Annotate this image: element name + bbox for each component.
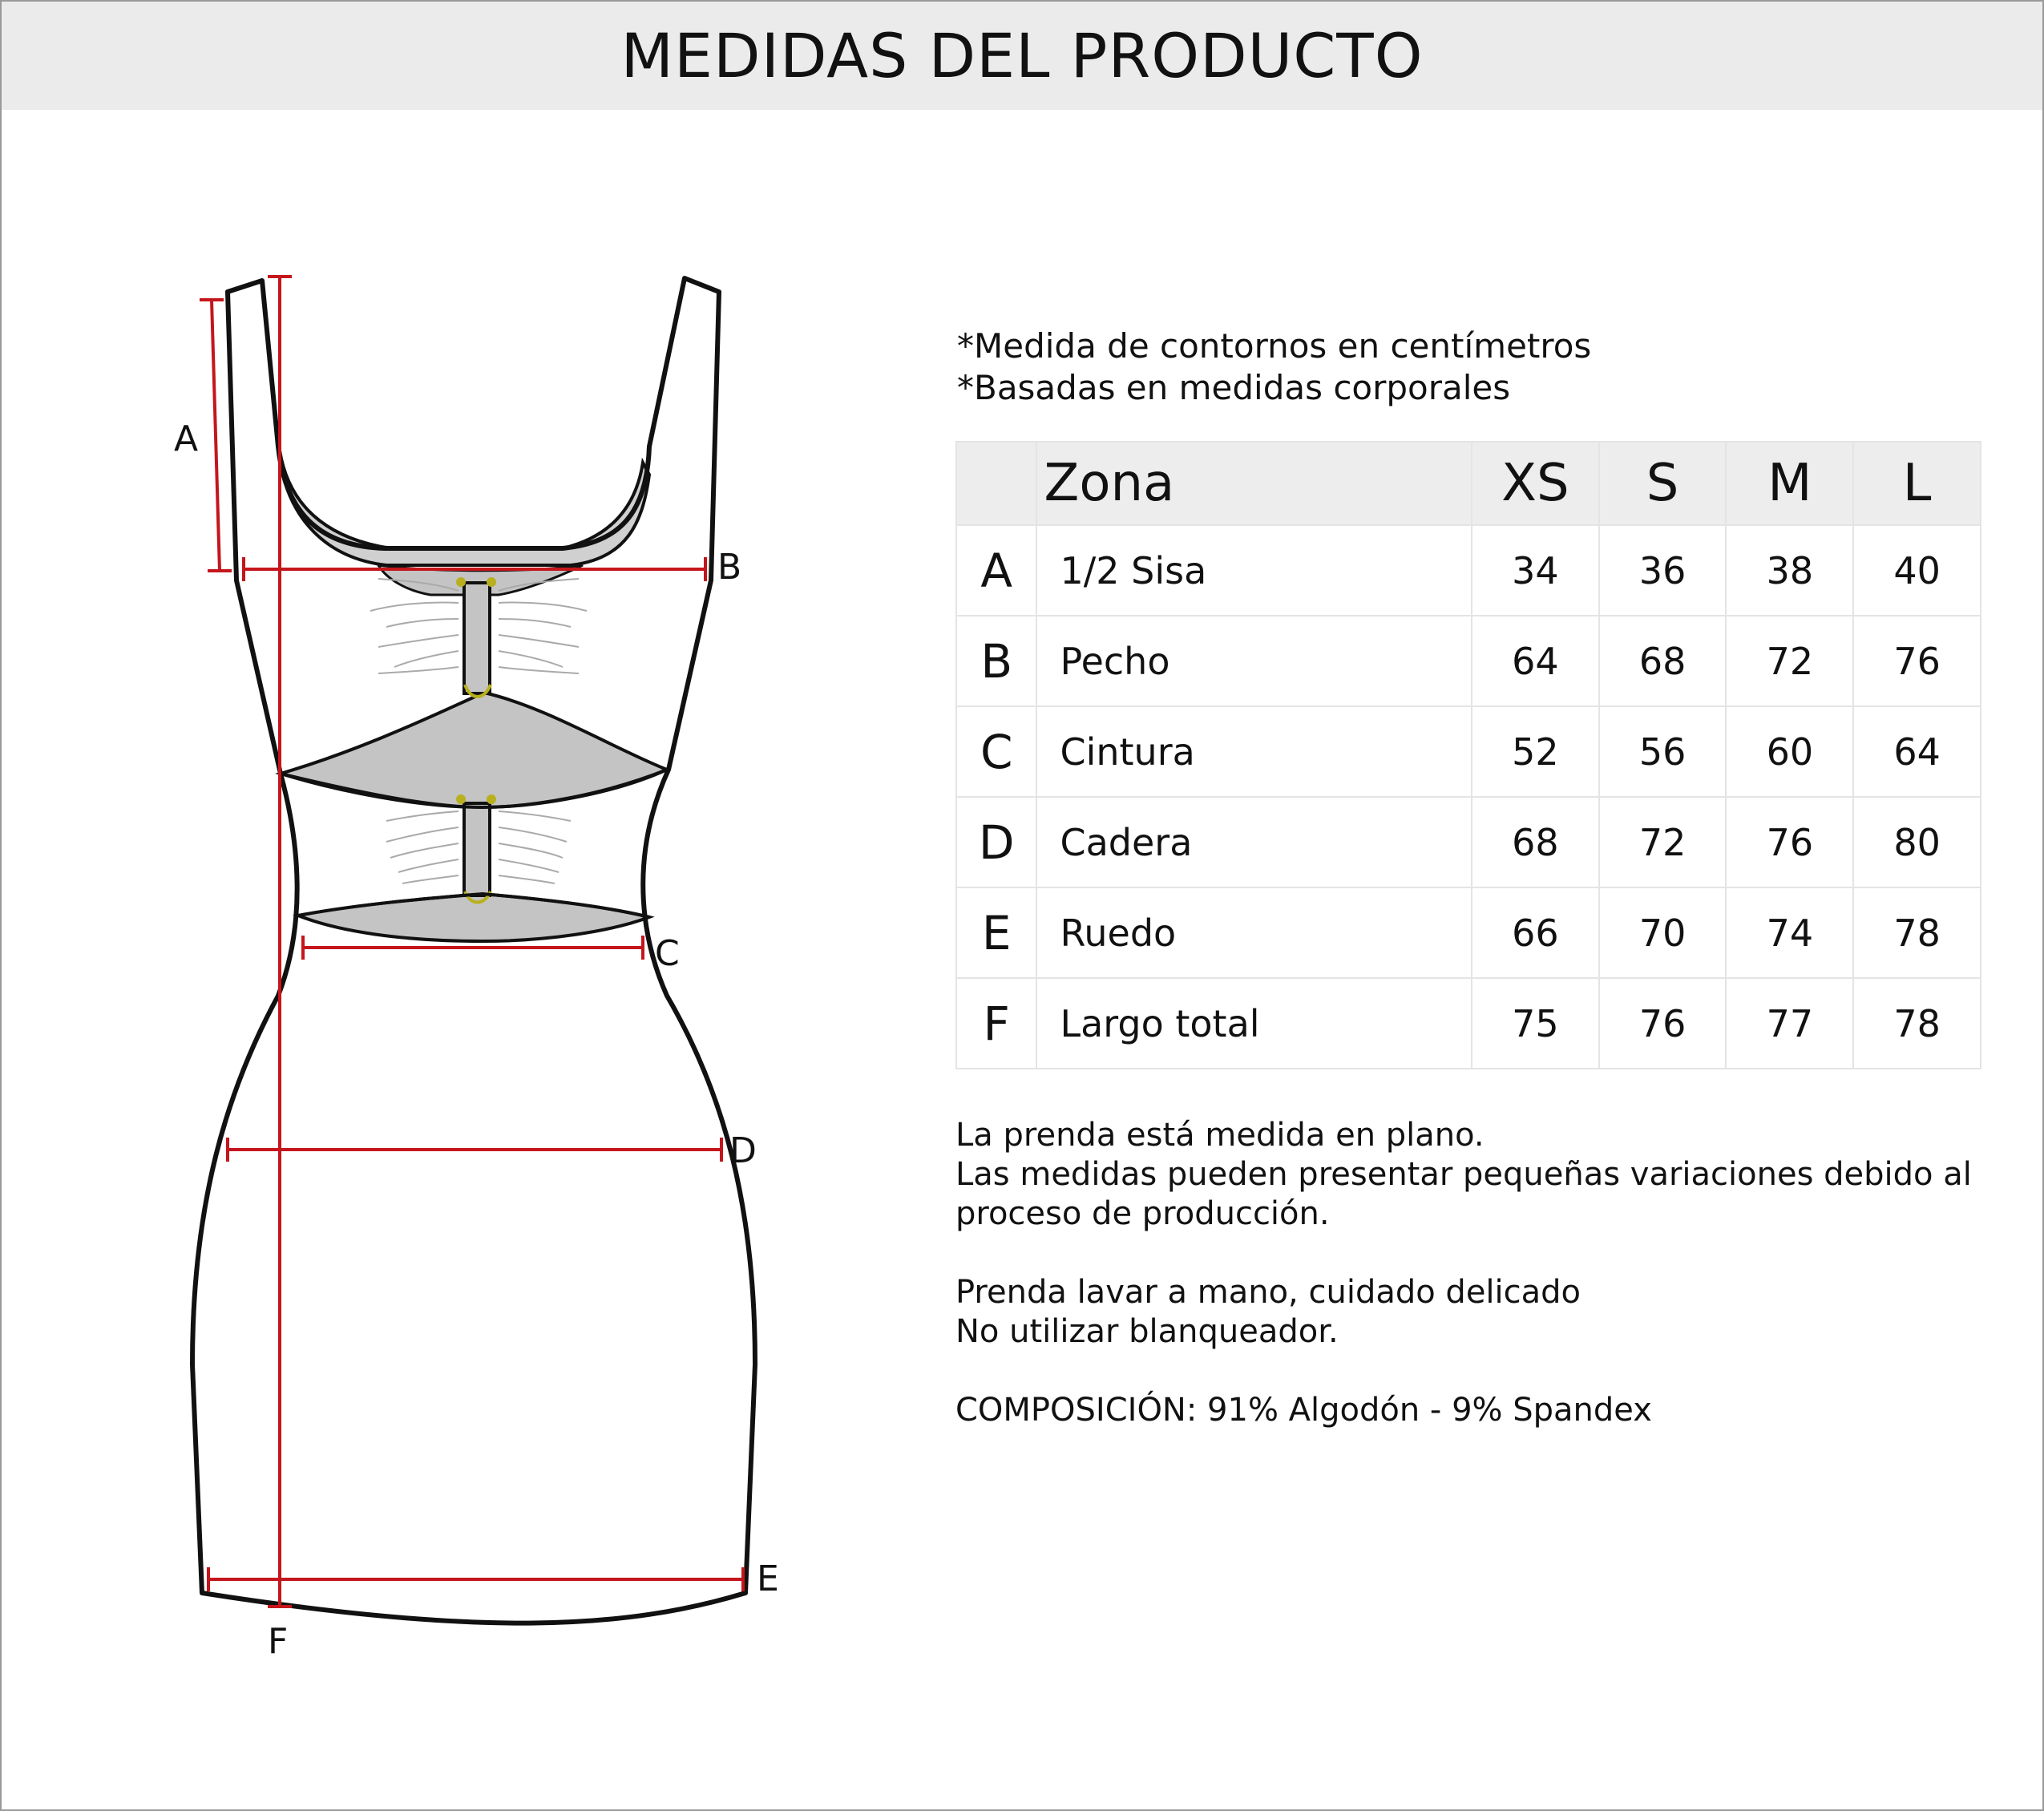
label-c: C: [655, 933, 680, 974]
label-b: B: [717, 547, 742, 588]
row-value-l: 78: [1853, 978, 1981, 1069]
row-value-l: 40: [1853, 525, 1981, 616]
measurement-notes: [957, 325, 1591, 409]
label-d: D: [729, 1130, 757, 1171]
info-spacer: [955, 1352, 1972, 1391]
row-value-m: 72: [1726, 616, 1853, 706]
row-value-l: 80: [1853, 797, 1981, 887]
row-value-s: 70: [1599, 887, 1727, 978]
row-value-xs: 66: [1472, 887, 1599, 978]
row-value-s: 36: [1599, 525, 1727, 616]
row-value-l: 78: [1853, 887, 1981, 978]
info-spacer: [955, 1234, 1972, 1273]
table-row: [956, 887, 1981, 978]
header-size-l: L: [1853, 442, 1981, 525]
upper-ring-dot-right: [487, 577, 496, 587]
header-letter-cell: [956, 442, 1036, 525]
table-row: [956, 706, 1981, 797]
row-letter: C: [956, 706, 1036, 797]
label-a: A: [174, 418, 199, 459]
row-zone: Ruedo: [1036, 887, 1472, 978]
row-letter: D: [956, 797, 1036, 887]
row-letter: E: [956, 887, 1036, 978]
row-value-s: 72: [1599, 797, 1727, 887]
table-row: [956, 616, 1981, 706]
note-body-based: *Basadas en medidas corporales: [957, 368, 1511, 407]
table-row: [956, 797, 1981, 887]
header-zona: Zona: [1036, 442, 1472, 525]
row-zone: Cintura: [1036, 706, 1472, 797]
upper-center-strap: [464, 583, 490, 693]
info-line: No utilizar blanqueador.: [955, 1313, 1339, 1350]
row-letter: A: [956, 525, 1036, 616]
row-value-s: 76: [1599, 978, 1727, 1069]
size-table: [955, 441, 1981, 1069]
table-row: [956, 978, 1981, 1069]
row-value-l: 64: [1853, 706, 1981, 797]
upper-ring-dot-left: [456, 577, 466, 587]
note-contours: *Medida de contornos en centímetros: [957, 326, 1592, 366]
header-size-m: M: [1726, 442, 1853, 525]
row-value-s: 68: [1599, 616, 1727, 706]
row-value-xs: 34: [1472, 525, 1599, 616]
row-value-xs: 64: [1472, 616, 1599, 706]
lower-ring-dot-right: [487, 794, 496, 804]
label-e: E: [757, 1558, 779, 1599]
row-zone: Cadera: [1036, 797, 1472, 887]
measure-d: [228, 1138, 721, 1162]
row-value-m: 76: [1726, 797, 1853, 887]
table-header-row: [956, 442, 1981, 525]
table-row: [956, 525, 1981, 616]
row-letter: B: [956, 616, 1036, 706]
row-value-l: 76: [1853, 616, 1981, 706]
row-value-m: 77: [1726, 978, 1853, 1069]
row-value-xs: 68: [1472, 797, 1599, 887]
care-info: [955, 1116, 1972, 1430]
header-size-xs: XS: [1472, 442, 1599, 525]
row-letter: F: [956, 978, 1036, 1069]
lower-center-strap: [464, 803, 490, 895]
info-line: Prenda lavar a mano, cuidado delicado: [955, 1274, 1581, 1311]
info-line: Las medidas pueden presentar pequeñas variaciones debido al: [955, 1156, 1972, 1193]
row-zone: Pecho: [1036, 616, 1472, 706]
row-value-m: 60: [1726, 706, 1853, 797]
composition: COMPOSICIÓN: 91% Algodón - 9% Spandex: [955, 1392, 1652, 1429]
measure-e: [208, 1567, 743, 1591]
row-zone: 1/2 Sisa: [1036, 525, 1472, 616]
row-value-s: 56: [1599, 706, 1727, 797]
row-value-m: 74: [1726, 887, 1853, 978]
label-f: F: [268, 1621, 289, 1662]
row-value-m: 38: [1726, 525, 1853, 616]
lower-ring-dot-left: [456, 794, 466, 804]
row-zone: Largo total: [1036, 978, 1472, 1069]
info-line: proceso de producción.: [955, 1195, 1330, 1232]
row-value-xs: 75: [1472, 978, 1599, 1069]
info-line: La prenda está medida en plano.: [955, 1117, 1485, 1154]
header-size-s: S: [1599, 442, 1727, 525]
row-value-xs: 52: [1472, 706, 1599, 797]
page-title: MEDIDAS DEL PRODUCTO: [620, 20, 1424, 91]
